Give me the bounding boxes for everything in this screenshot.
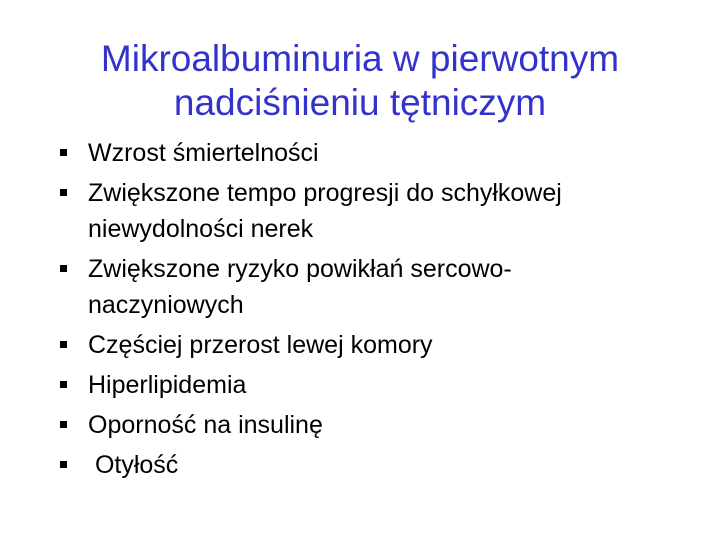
square-bullet-icon xyxy=(60,265,67,272)
title-line: nadciśnieniu tętniczym xyxy=(173,81,547,123)
bullet-text: Otyłość xyxy=(88,451,179,479)
square-bullet-icon xyxy=(60,149,67,156)
title-line: Mikroalbuminuria w pierwotnym xyxy=(100,37,620,79)
bullet-text: Wzrost śmiertelności xyxy=(88,139,319,167)
bullet-item xyxy=(0,407,720,443)
bullet-item xyxy=(0,327,720,363)
square-bullet-icon xyxy=(60,461,67,468)
bullet-text: Oporność na insulinę xyxy=(88,411,323,439)
bullet-text: Częściej przerost lewej komory xyxy=(88,331,433,359)
slide-title xyxy=(0,37,720,125)
square-bullet-icon xyxy=(60,189,67,196)
bullet-text: niewydolności nerek xyxy=(88,215,314,243)
bullet-list xyxy=(0,135,720,487)
bullet-text: Zwiększone ryzyko powikłań sercowo- xyxy=(88,255,512,283)
square-bullet-icon xyxy=(60,341,67,348)
bullet-text: Zwiększone tempo progresji do schyłkowej xyxy=(88,179,562,207)
bullet-text: Hiperlipidemia xyxy=(88,371,247,399)
bullet-item xyxy=(0,251,720,323)
bullet-item xyxy=(0,175,720,247)
bullet-item xyxy=(0,447,720,483)
bullet-item xyxy=(0,135,720,171)
square-bullet-icon xyxy=(60,381,67,388)
square-bullet-icon xyxy=(60,421,67,428)
bullet-text: naczyniowych xyxy=(88,291,244,319)
bullet-item xyxy=(0,367,720,403)
